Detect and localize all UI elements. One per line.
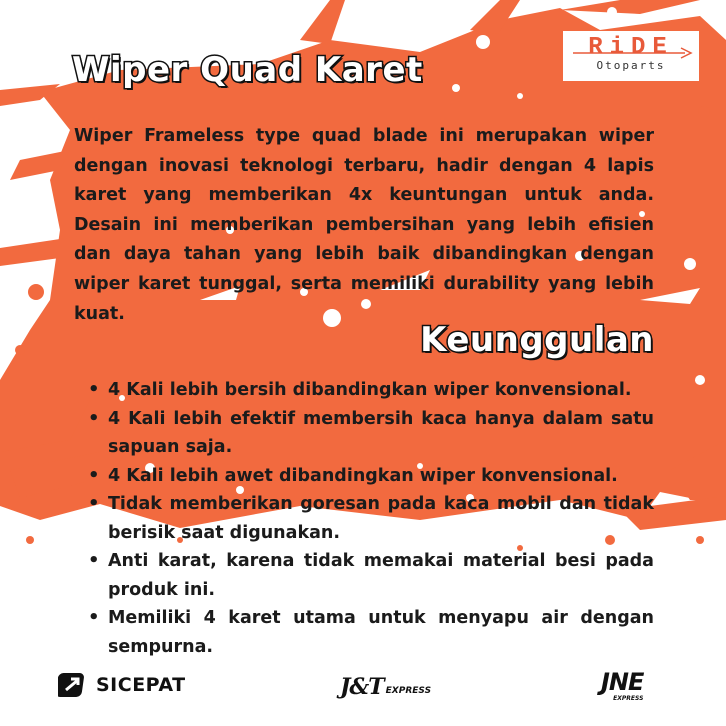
jnt-sub-label: EXPRESS — [385, 686, 432, 696]
benefit-item: • Anti karat, karena tidak memakai material besi pada produk ini. — [86, 547, 654, 604]
benefit-item: • 4 Kali lebih efektif membersih kaca hanya dalam satu sapuan saja. — [86, 405, 654, 462]
courier-footer — [0, 660, 726, 720]
page-title: Wiper Quad Karet — [72, 50, 423, 90]
logo-arrow-icon — [573, 47, 693, 59]
sicepat-label: SICEPAT — [96, 674, 186, 696]
benefit-item: • Tidak memberikan goresan pada kaca mobil dan tidak berisik saat digunakan. — [86, 490, 654, 547]
jne-logo — [601, 670, 643, 702]
logo-name: RiDE — [588, 34, 674, 61]
benefit-item: • Memiliki 4 karet utama untuk menyapu air dengan sempurna. — [86, 604, 654, 661]
jne-label: JNE — [601, 668, 644, 696]
sicepat-logo — [58, 670, 186, 700]
product-description: Wiper Frameless type quad blade ini merupakan wiper dengan inovasi teknologi terbaru, hadir dengan 4 lapis karet yang memberikan 4x keuntungan untuk anda. Desain ini memberikan pembersihan yang lebih efisien dan daya tahan yang lebih baik dibandingkan dengan wiper karet tunggal, serta memiliki durability yang lebih kuat. — [74, 126, 654, 324]
logo-subtitle: Otoparts — [596, 59, 666, 72]
ride-otoparts-logo — [563, 31, 699, 81]
jnt-label: J&T — [340, 674, 384, 700]
jne-sub-label: EXPRESS — [613, 695, 644, 702]
benefits-title: Keunggulan — [420, 320, 654, 360]
jnt-express-logo — [340, 674, 431, 700]
sicepat-logo-icon — [58, 670, 88, 700]
benefit-item: • 4 Kali lebih awet dibandingkan wiper konvensional. — [86, 462, 654, 491]
benefits-list — [86, 376, 654, 661]
benefit-item: • 4 Kali lebih bersih dibandingkan wiper konvensional. — [86, 376, 654, 405]
